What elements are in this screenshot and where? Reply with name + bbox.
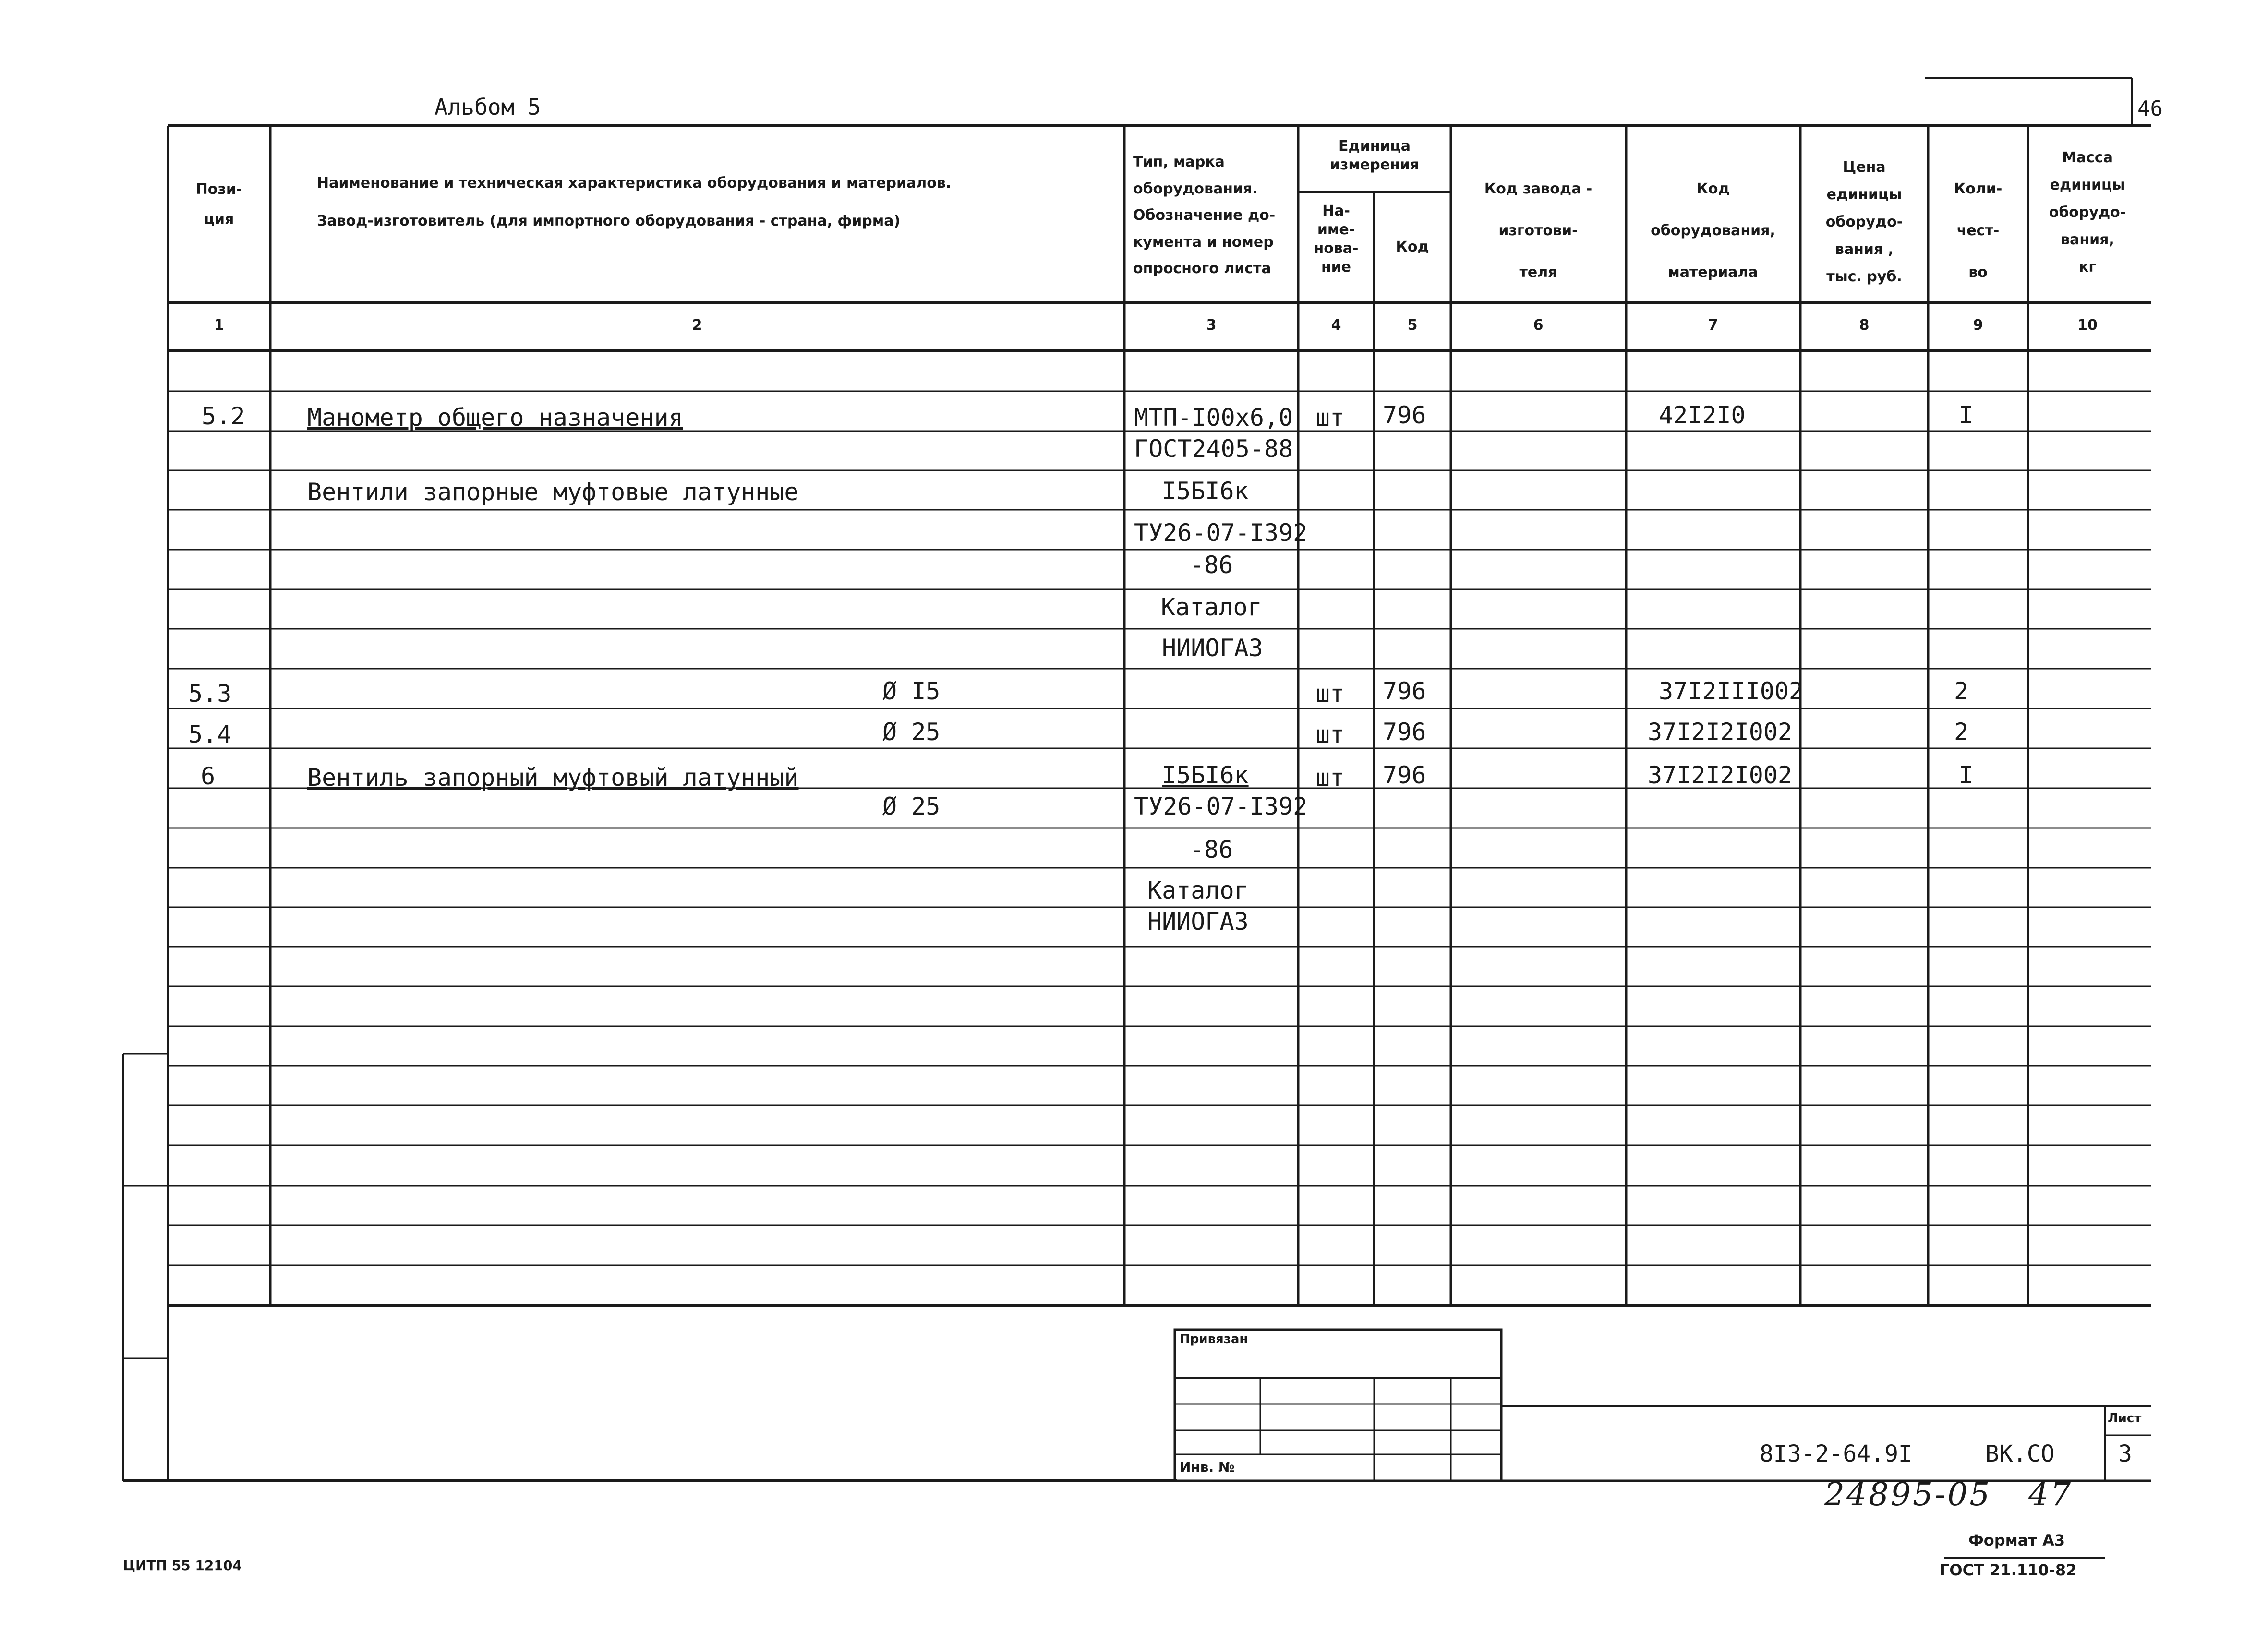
header-factory-code: Код завода - изготови- теля [1484, 180, 1592, 281]
row-equipment-code: 37I2III002 [1659, 677, 1804, 705]
row-type: I5БI6к [1162, 761, 1249, 789]
row-type: МТП-I00х6,0 [1134, 404, 1293, 432]
header-mass: Масса единицы оборудо- вания, кг [2049, 149, 2126, 276]
row-type: НИИОГАЗ [1162, 634, 1263, 662]
column-number: 6 [1533, 317, 1544, 334]
column-number: 10 [2077, 317, 2098, 334]
row-type: ТУ26-07-I392 [1134, 519, 1308, 547]
corner-sheet-number: 46 [2137, 96, 2163, 121]
row-name: Манометр общего назначения [307, 404, 683, 432]
row-position: 5.2 [202, 402, 245, 430]
row-code: 796 [1383, 401, 1426, 429]
row-equipment-code: 37I2I2I002 [1648, 761, 1793, 789]
row-equipment-code: 37I2I2I002 [1648, 718, 1793, 746]
column-number: 7 [1708, 317, 1718, 334]
row-diameter: Ø 25 [882, 792, 941, 820]
column-number: 2 [692, 317, 702, 334]
row-type: -86 [1190, 836, 1233, 864]
column-number: 1 [214, 317, 224, 334]
row-position: 6 [201, 762, 216, 790]
row-unit: шт [1315, 680, 1345, 708]
row-position: 5.4 [188, 720, 232, 748]
document-code: 8I3-2-64.9I [1760, 1440, 1912, 1467]
linked-label: Привязан [1180, 1332, 1248, 1346]
row-type: ГОСТ2405-88 [1134, 435, 1293, 463]
header-price: Цена единицы оборудо- вания , тыс. руб. [1825, 159, 1903, 285]
row-code: 796 [1383, 761, 1426, 789]
row-type: Каталог [1147, 876, 1249, 904]
header-unit-code: Код [1396, 239, 1429, 255]
sheet-label: Лист [2108, 1411, 2142, 1426]
row-quantity: 2 [1954, 677, 1969, 705]
row-unit: шт [1315, 720, 1345, 748]
row-type: -86 [1190, 551, 1233, 579]
column-number: 8 [1859, 317, 1870, 334]
column-number: 9 [1973, 317, 1983, 334]
header-unit-name: На- име- нова- ние [1314, 203, 1359, 276]
handwritten-page-number: 47 [2028, 1476, 2073, 1513]
sheet-number: 3 [2118, 1440, 2132, 1467]
format-label: Формат А3 [1968, 1531, 2065, 1549]
row-quantity: I [1959, 401, 1974, 429]
row-code: 796 [1383, 718, 1426, 746]
column-number: 3 [1206, 317, 1217, 334]
handwritten-archive-number: 24895-05 [1824, 1476, 1992, 1513]
row-type: Каталог [1161, 593, 1262, 621]
header-name: Наименование и техническая характеристика оборудования и материалов. Завод-изготовитель (для импортного оборудования - страна, фирма) [317, 175, 952, 229]
header-position: Пози- ция [195, 181, 242, 228]
footer-left-code: ЦИТП 55 12104 [123, 1558, 242, 1573]
row-diameter: Ø I5 [882, 677, 941, 705]
header-quantity: Коли- чест- во [1954, 180, 2003, 281]
album-label: Альбом 5 [434, 94, 541, 120]
header-type: Тип, марка оборудования. Обозначение до- кумента и номер опросного листа [1133, 154, 1276, 277]
header-unit: Единица измерения [1329, 138, 1420, 173]
row-equipment-code: 42I2I0 [1659, 401, 1746, 429]
row-unit: шт [1315, 764, 1345, 792]
row-type: НИИОГАЗ [1147, 908, 1249, 936]
gost-label: ГОСТ 21.110-82 [1940, 1561, 2077, 1579]
row-unit: шт [1315, 404, 1345, 432]
row-quantity: 2 [1954, 718, 1969, 746]
header-equipment-code: Код оборудования, материала [1651, 180, 1775, 281]
column-number: 5 [1407, 317, 1418, 334]
row-quantity: I [1959, 761, 1974, 789]
row-diameter: Ø 25 [882, 718, 941, 746]
row-position: 5.3 [188, 680, 232, 708]
row-name: Вентили запорные муфтовые латунные [307, 478, 799, 506]
row-code: 796 [1383, 677, 1426, 705]
inventory-label: Инв. № [1180, 1459, 1235, 1475]
document-mark: ВК.СО [1985, 1440, 2055, 1467]
column-number: 4 [1331, 317, 1341, 334]
row-type: ТУ26-07-I392 [1134, 792, 1308, 820]
row-type: I5БI6к [1162, 477, 1249, 505]
row-name: Вентиль запорный муфтовый латунный [307, 764, 799, 792]
